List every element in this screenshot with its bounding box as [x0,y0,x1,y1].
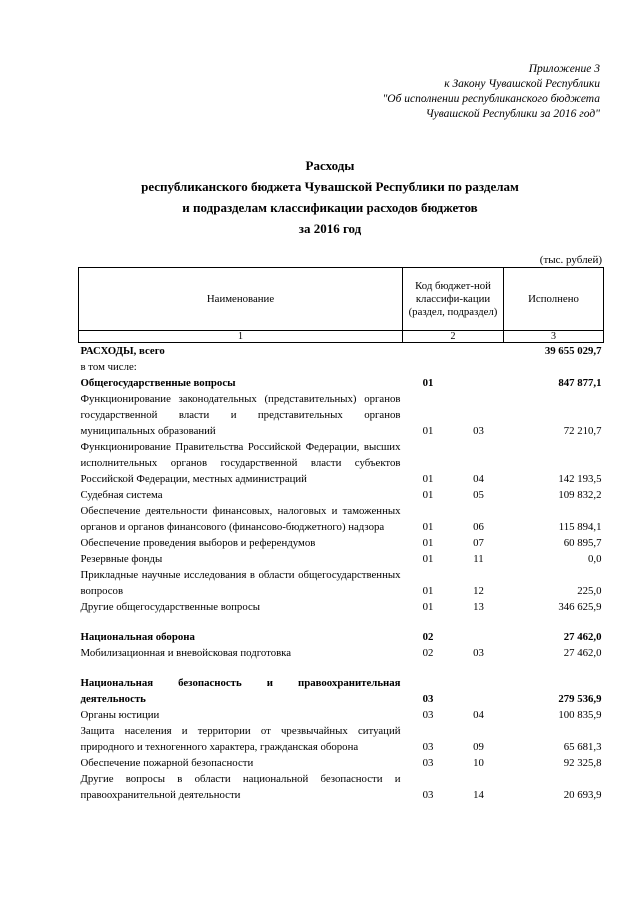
title-line-2: республиканского бюджета Чувашской Республики по разделам [141,179,519,194]
row-name: Прикладные научные исследования в области общегосударственных вопросов [80,569,401,597]
row-section: 03 [422,741,434,753]
title-line-1: Расходы [305,158,355,173]
row-value: 72 210,7 [563,425,602,437]
row-section: 01 [422,553,434,565]
row-subsection: 07 [473,537,484,549]
row-subsection: 03 [473,647,484,659]
table-row [79,599,604,615]
appendix-line-4: Чувашской Республики за 2016 год" [425,108,600,120]
table-row [79,645,604,661]
document-title [60,155,600,239]
row-name: Другие общегосударственные вопросы [80,601,261,613]
appendix-note [300,62,600,122]
row-name: Национальная безопасность и правоохранительная деятельность [80,677,401,705]
budget-table [78,267,604,803]
row-name: Резервные фонды [80,553,163,565]
row-section: 03 [422,789,434,801]
row-name: в том числе: [80,361,137,373]
table-row [79,675,604,707]
row-name: Национальная оборона [80,631,195,643]
row-value: 27 462,0 [563,631,602,643]
row-section: 01 [422,473,434,485]
row-value: 27 462,0 [563,647,602,659]
table-row [79,487,604,503]
title-line-3: и подразделам классификации расходов бюджетов [182,200,478,215]
table-row [79,535,604,551]
table-row [79,771,604,803]
row-section: 01 [422,521,434,533]
table-row [79,343,604,360]
row-name: Защита населения и территории от чрезвычайных ситуаций природного и техногенного характера, гражданская оборона [80,725,401,753]
row-section: 03 [422,693,434,705]
row-name: Общегосударственные вопросы [80,377,236,389]
row-section [403,343,454,360]
row-section: 01 [422,537,434,549]
row-subsection: 09 [473,741,484,753]
header-name: Наименование [79,268,403,331]
units-label: (тыс. рублей) [539,254,602,266]
row-subsection: 04 [473,473,484,485]
row-section: 01 [422,585,434,597]
row-subsection [454,675,504,707]
row-name: Обеспечение деятельности финансовых, налоговых и таможенных органов и органов финансового (финансово-бюджетного) надзора [80,505,401,533]
row-subsection: 04 [473,709,484,721]
appendix-line-2: к Закону Чувашской Республики [444,78,600,90]
table-row [79,567,604,599]
table-row [79,723,604,755]
row-section: 03 [422,709,434,721]
title-line-4: за 2016 год [298,221,362,236]
row-name: Судебная система [80,489,163,501]
row-section: 01 [422,425,434,437]
row-section: 02 [422,631,434,643]
row-value: 225,0 [577,585,602,597]
row-value: 0,0 [588,553,602,565]
row-subsection: 14 [473,789,484,801]
row-value: 847 877,1 [558,377,602,389]
row-subsection [454,375,504,391]
row-value: 92 325,8 [563,757,602,769]
row-value: 65 681,3 [563,741,602,753]
row-value: 20 693,9 [563,789,602,801]
table-row [79,707,604,723]
table-row [79,391,604,439]
row-name: Функционирование Правительства Российской Федерации, высших исполнительных органов государственной власти субъектов Российской Федерации, местных администраций [80,441,401,485]
row-value: 279 536,9 [558,693,602,705]
row-subsection [454,343,504,360]
row-subsection: 05 [473,489,484,501]
row-subsection: 13 [473,601,484,613]
row-name: Обеспечение проведения выборов и референдумов [80,537,316,549]
row-name: Мобилизационная и вневойсковая подготовка [80,647,292,659]
row-name: Обеспечение пожарной безопасности [80,757,254,769]
table-row [79,551,604,567]
row-name: Другие вопросы в области национальной безопасности и правоохранительной деятельности [80,773,401,801]
row-subsection: 10 [473,757,484,769]
table-row [79,503,604,535]
row-subsection [454,629,504,645]
row-name: Функционирование законодательных (представительных) органов государственной власти и представительных органов муниципальных образований [80,393,401,437]
row-subsection: 12 [473,585,484,597]
row-name: Органы юстиции [80,709,160,721]
row-section: 01 [422,601,434,613]
row-section: 03 [422,757,434,769]
row-value: 39 655 029,7 [544,345,602,357]
row-section: 01 [422,377,434,389]
col-number-3: 3 [504,331,604,343]
row-value: 142 193,5 [558,473,602,485]
row-subsection: 06 [473,521,484,533]
row-value: 109 832,2 [558,489,602,501]
table-row [79,375,604,391]
row-subsection: 03 [473,425,484,437]
row-name: РАСХОДЫ, всего [80,345,165,357]
row-value: 60 895,7 [563,537,602,549]
row-value: 346 625,9 [558,601,602,613]
row-subsection: 11 [473,553,484,565]
header-executed: Исполнено [504,268,604,331]
row-value: 115 894,1 [558,521,602,533]
col-number-1: 1 [79,331,403,343]
table-row [79,439,604,487]
table-row [79,359,604,375]
table-row [79,755,604,771]
header-code: Код бюджет-ной классифи-кации (раздел, подраздел) [403,268,504,331]
row-value: 100 835,9 [558,709,602,721]
row-section: 01 [422,489,434,501]
col-number-2: 2 [403,331,504,343]
row-section: 02 [422,647,434,659]
table-row [79,629,604,645]
appendix-line-3: "Об исполнении республиканского бюджета [382,93,600,105]
appendix-line-1: Приложение 3 [528,63,600,75]
